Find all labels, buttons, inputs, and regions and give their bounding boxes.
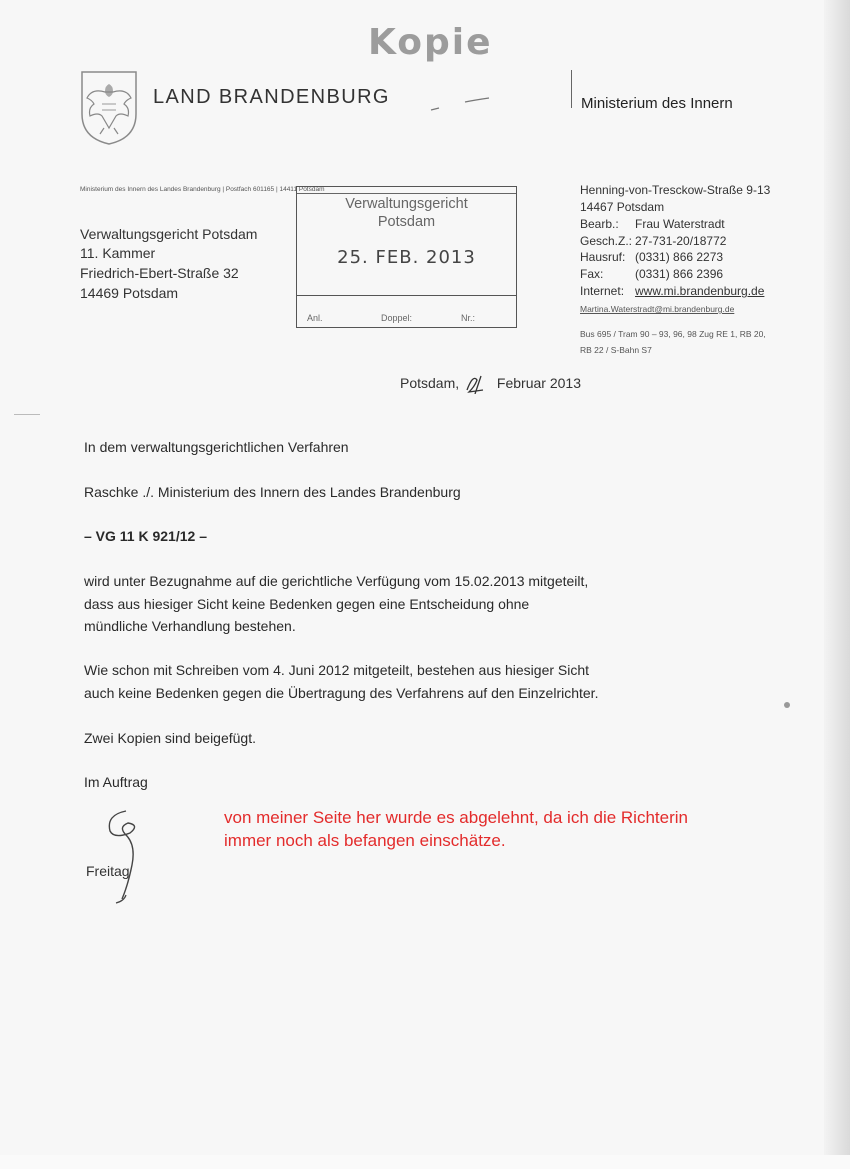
value: (0331) 866 2396 — [635, 267, 724, 281]
date-city: Potsdam, — [400, 375, 460, 391]
parties-text: Raschke ./. Ministerium des Innern des Landes Brandenburg — [84, 484, 461, 500]
closing-text: Im Auftrag — [84, 774, 148, 790]
scan-speck — [784, 702, 790, 708]
brandenburg-eagle-icon — [80, 70, 138, 146]
case-number: – VG 11 K 921/12 – — [84, 528, 207, 544]
contact-hausruf — [580, 250, 723, 264]
kopie-stamp: Kopie — [368, 22, 493, 63]
stamp-court-name — [297, 195, 516, 231]
contact-fax — [580, 267, 723, 281]
fold-mark — [14, 414, 40, 415]
annotation-line: immer noch als befangen einschätze. — [224, 831, 506, 850]
stamp-field-doppel: Doppel: — [381, 313, 413, 323]
label: Internet: — [580, 284, 625, 298]
state-name: LAND BRANDENBURG — [153, 86, 390, 108]
paragraph-line: wird unter Bezugnahme auf die gerichtliche Verfügung vom 15.02.2013 mitgeteilt, — [84, 573, 589, 589]
paragraph-line: Wie schon mit Schreiben vom 4. Juni 2012 mitgeteilt, bestehen aus hiesiger Sicht — [84, 662, 590, 678]
scan-shadow — [824, 0, 850, 1169]
stamp-court: Verwaltungsgericht — [345, 196, 468, 212]
header-divider — [571, 70, 572, 108]
sender-line: Ministerium des Innern des Landes Brandenburg | Postfach 601165 | 14411 Potsdam — [80, 186, 325, 193]
label: Bearb.: — [580, 217, 619, 231]
date-month-year: Februar 2013 — [496, 375, 581, 391]
recipient-line: Friedrich-Ebert-Straße 32 — [80, 265, 239, 281]
transit-info: Bus 695 / Tram 90 – 93, 96, 98 Zug RE 1, RB 20, — [580, 329, 766, 339]
received-stamp — [296, 186, 517, 328]
enclosure-note: Zwei Kopien sind beigefügt. — [84, 730, 256, 746]
stamp-top-rule — [297, 193, 516, 194]
annotation-line: von meiner Seite her wurde es abgelehnt, da ich die Richterin — [224, 808, 688, 827]
stamp-field-nr: Nr.: — [461, 313, 476, 323]
transit-info: RB 22 / S-Bahn S7 — [580, 345, 652, 355]
stamp-field-anl: Anl. — [307, 313, 323, 323]
recipient-line: 11. Kammer — [80, 245, 156, 261]
contact-bearb — [580, 217, 725, 231]
recipient-line: 14469 Potsdam — [80, 285, 179, 301]
stamp-date: 25. FEB. 2013 — [337, 247, 476, 268]
ministry-name: Ministerium des Innern — [581, 95, 733, 112]
contact-geschz — [580, 234, 726, 248]
pen-mark — [425, 92, 495, 116]
ministry-city: 14467 Potsdam — [580, 200, 665, 214]
intro-text: In dem verwaltungsgerichtlichen Verfahren — [84, 439, 349, 455]
scan-edge — [0, 1155, 850, 1169]
letter-date — [400, 372, 581, 394]
handwritten-day-icon — [463, 372, 493, 394]
website-link[interactable]: www.mi.brandenburg.de — [635, 284, 765, 298]
value: 27-731-20/18772 — [635, 234, 727, 248]
label: Gesch.Z.: — [580, 234, 633, 248]
value: (0331) 866 2273 — [635, 250, 724, 264]
value: Frau Waterstradt — [635, 217, 725, 231]
email-link[interactable]: Martina.Waterstradt@mi.brandenburg.de — [580, 304, 735, 314]
paragraph-line: dass aus hiesiger Sicht keine Bedenken gegen eine Entscheidung ohne — [84, 596, 530, 612]
recipient-line: Verwaltungsgericht Potsdam — [80, 226, 258, 242]
stamp-rule — [297, 295, 516, 296]
ministry-street: Henning-von-Tresckow-Straße 9-13 — [580, 183, 771, 197]
stamp-city: Potsdam — [377, 214, 436, 230]
contact-internet — [580, 284, 764, 298]
label: Fax: — [580, 267, 604, 281]
signature-icon — [96, 805, 156, 905]
paragraph-line: mündliche Verhandlung bestehen. — [84, 618, 296, 634]
label: Hausruf: — [580, 250, 626, 264]
paragraph-line: auch keine Bedenken gegen die Übertragung des Verfahrens auf den Einzelrichter. — [84, 685, 599, 701]
signer-name: Freitag — [86, 863, 130, 879]
